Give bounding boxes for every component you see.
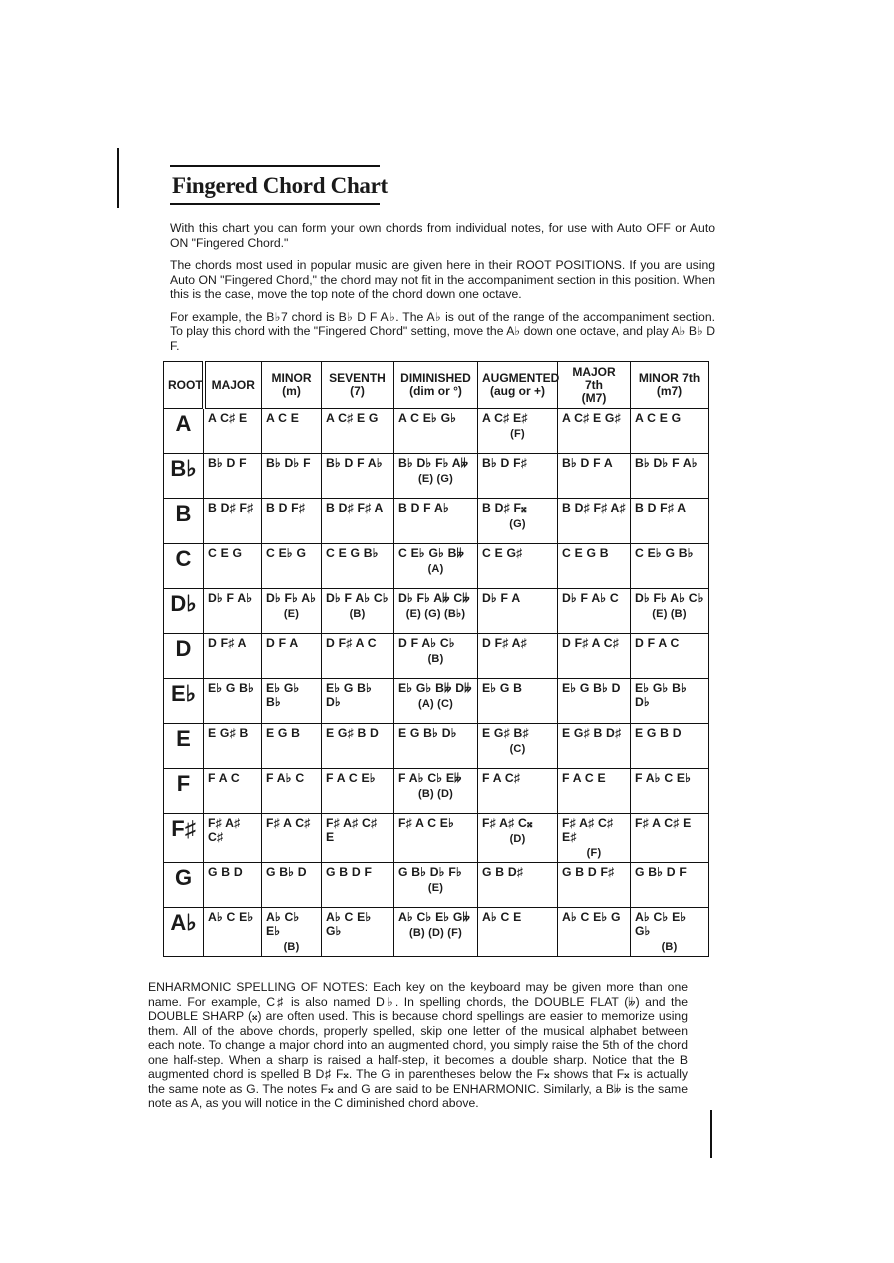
chord-notes: F A C E bbox=[562, 771, 606, 785]
chord-cell bbox=[394, 409, 478, 454]
chord-row bbox=[164, 908, 709, 957]
enharmonic-note: (B) bbox=[349, 608, 366, 620]
chord-cell bbox=[478, 544, 558, 589]
chord-cell bbox=[394, 863, 478, 908]
chord-cell bbox=[394, 499, 478, 544]
chord-cell bbox=[558, 499, 631, 544]
chord-notes: B D♯ F♯ A bbox=[326, 501, 384, 515]
chord-cell bbox=[322, 499, 394, 544]
chord-cell bbox=[478, 863, 558, 908]
chord-notes: C E G B♭ bbox=[326, 546, 379, 560]
chord-notes: G B D F bbox=[326, 865, 373, 879]
chord-notes: C E♭ G♭ B𝄫 bbox=[398, 546, 465, 560]
chord-notes: D♭ F A♭ bbox=[208, 591, 253, 605]
chord-notes: B D F A♭ bbox=[398, 501, 449, 515]
chord-notes: E G♯ B D♯ bbox=[562, 726, 622, 740]
chord-notes: A♭ C♭ E♭ G♭ bbox=[635, 910, 687, 938]
chord-row bbox=[164, 589, 709, 634]
chord-cell bbox=[204, 908, 262, 957]
chord-notes: D♭ F♭ A𝄫 C𝄫 bbox=[398, 591, 470, 605]
chord-notes: G B D♯ bbox=[482, 865, 524, 879]
chord-cell bbox=[262, 863, 322, 908]
chord-row bbox=[164, 499, 709, 544]
chord-notes: D F♯ A♯ bbox=[482, 636, 527, 650]
root-note-cell: G bbox=[164, 863, 204, 908]
chord-cell bbox=[394, 679, 478, 724]
chord-notes: E G♯ B D bbox=[326, 726, 380, 740]
chord-cell bbox=[558, 544, 631, 589]
chord-row bbox=[164, 544, 709, 589]
enharmonic-note: (B) (D) bbox=[418, 788, 453, 800]
chord-row bbox=[164, 679, 709, 724]
chord-cell bbox=[558, 863, 631, 908]
chord-cell bbox=[478, 724, 558, 769]
chord-notes: B♭ D♭ F bbox=[266, 456, 311, 470]
right-margin-mark bbox=[710, 1110, 712, 1158]
chord-notes: D♭ F A bbox=[482, 591, 521, 605]
chord-notes: E♭ G B♭ D♭ bbox=[326, 681, 373, 709]
chord-cell bbox=[322, 544, 394, 589]
chord-notes: D♭ F A♭ C bbox=[562, 591, 619, 605]
chord-notes: D♭ F♭ A♭ bbox=[266, 591, 317, 605]
enharmonic-note: (A) bbox=[427, 563, 444, 575]
root-note-cell: D♭ bbox=[164, 589, 204, 634]
page-title: Fingered Chord Chart bbox=[172, 173, 388, 198]
chord-notes: F A♭ C♭ E𝄫 bbox=[398, 771, 462, 785]
chord-cell bbox=[262, 769, 322, 814]
column-header-major bbox=[204, 362, 262, 409]
column-header-augmented bbox=[478, 362, 558, 409]
chord-notes: D F♯ A C♯ bbox=[562, 636, 620, 650]
chord-cell bbox=[631, 499, 709, 544]
chord-notes: F♯ A C♯ bbox=[266, 816, 311, 830]
root-note-cell: F bbox=[164, 769, 204, 814]
document-page bbox=[170, 165, 715, 361]
column-header-label: ROOT bbox=[168, 377, 203, 392]
chord-cell bbox=[631, 544, 709, 589]
chord-cell bbox=[478, 679, 558, 724]
chord-notes: D F♯ A bbox=[208, 636, 247, 650]
chord-cell bbox=[262, 724, 322, 769]
chord-notes: A C♯ E♯ bbox=[482, 411, 528, 425]
enharmonic-note: (E) bbox=[427, 882, 444, 894]
enharmonic-note: (B) bbox=[427, 653, 444, 665]
chord-notes: F A C E♭ bbox=[326, 771, 376, 785]
chord-cell bbox=[558, 454, 631, 499]
chord-cell bbox=[204, 409, 262, 454]
chord-notes: E G B♭ D♭ bbox=[398, 726, 457, 740]
chord-notes: F A♭ C E♭ bbox=[635, 771, 692, 785]
chord-notes: G B♭ D♭ F♭ bbox=[398, 865, 462, 879]
chord-cell bbox=[558, 814, 631, 863]
chord-notes: D♭ F♭ A♭ C♭ bbox=[635, 591, 704, 605]
chord-notes: E G B bbox=[266, 726, 301, 740]
chord-cell bbox=[394, 454, 478, 499]
chord-cell bbox=[478, 454, 558, 499]
root-note-cell: E♭ bbox=[164, 679, 204, 724]
chord-notes: E♭ G♭ B♭ bbox=[266, 681, 300, 709]
chord-row bbox=[164, 863, 709, 908]
root-note-cell: B♭ bbox=[164, 454, 204, 499]
chord-cell bbox=[631, 679, 709, 724]
chord-cell bbox=[478, 769, 558, 814]
chord-cell bbox=[204, 679, 262, 724]
chord-cell bbox=[204, 724, 262, 769]
chord-cell bbox=[322, 724, 394, 769]
chord-cell bbox=[631, 814, 709, 863]
chord-notes: B D♯ F𝄪 bbox=[482, 501, 527, 515]
root-note-cell: B bbox=[164, 499, 204, 544]
chord-cell bbox=[322, 589, 394, 634]
chord-notes: A C E G bbox=[635, 411, 682, 425]
chord-notes: D F♯ A C bbox=[326, 636, 377, 650]
chord-notes: F♯ A♯ C♯ E bbox=[326, 816, 378, 844]
chord-row bbox=[164, 409, 709, 454]
column-header-label: MINOR 7th bbox=[638, 371, 701, 385]
chord-notes: D F A C bbox=[635, 636, 680, 650]
enharmonic-note: (D) bbox=[509, 833, 526, 845]
enharmonic-note: (B) bbox=[661, 941, 678, 953]
chord-notes: C E♭ G B♭ bbox=[635, 546, 694, 560]
chord-notes: B D F♯ A bbox=[635, 501, 687, 515]
chord-cell bbox=[394, 634, 478, 679]
root-note-cell: E bbox=[164, 724, 204, 769]
chord-notes: B♭ D♭ F♭ A𝄫 bbox=[398, 456, 469, 470]
chord-notes: B D♯ F♯ A♯ bbox=[562, 501, 626, 515]
chord-cell bbox=[204, 454, 262, 499]
chord-notes: B♭ D F bbox=[208, 456, 247, 470]
chord-notes: A♭ C E♭ bbox=[208, 910, 254, 924]
chord-notes: B D♯ F♯ bbox=[208, 501, 254, 515]
title-rule-top bbox=[170, 165, 380, 167]
chord-cell bbox=[204, 769, 262, 814]
chord-notes: E♭ G B♭ D bbox=[562, 681, 621, 695]
chord-cell bbox=[558, 589, 631, 634]
column-header-abbrev: (dim or °) bbox=[409, 384, 462, 398]
chord-cell bbox=[322, 679, 394, 724]
chord-cell bbox=[394, 908, 478, 957]
chord-cell bbox=[394, 769, 478, 814]
chord-cell bbox=[631, 769, 709, 814]
chord-cell bbox=[204, 814, 262, 863]
column-header-minor bbox=[262, 362, 322, 409]
chord-cell bbox=[262, 544, 322, 589]
chord-notes: B♭ D♭ F A♭ bbox=[635, 456, 698, 470]
chord-notes: A♭ C♭ E♭ G𝄫 bbox=[398, 910, 471, 924]
chord-row bbox=[164, 769, 709, 814]
chord-cell bbox=[558, 679, 631, 724]
column-header-label: MAJOR 7th bbox=[572, 364, 616, 392]
chord-cell bbox=[478, 499, 558, 544]
chord-cell bbox=[394, 814, 478, 863]
chord-notes: B♭ D F A bbox=[562, 456, 613, 470]
chord-notes: A♭ C E bbox=[482, 910, 522, 924]
column-header-label: SEVENTH bbox=[329, 371, 386, 385]
chord-cell bbox=[262, 454, 322, 499]
chord-notes: B D F♯ bbox=[266, 501, 306, 515]
chord-notes: E G♯ B bbox=[208, 726, 249, 740]
chord-cell bbox=[394, 724, 478, 769]
chord-cell bbox=[322, 814, 394, 863]
chord-notes: E G B D bbox=[635, 726, 682, 740]
chord-notes: F♯ A C♯ E bbox=[635, 816, 692, 830]
root-note-cell: D bbox=[164, 634, 204, 679]
chord-cell bbox=[204, 499, 262, 544]
enharmonic-note: (E) (B) bbox=[652, 608, 687, 620]
chord-notes: F A♭ C bbox=[266, 771, 305, 785]
chord-cell bbox=[558, 409, 631, 454]
chord-notes: A C♯ E G♯ bbox=[562, 411, 621, 425]
column-header-abbrev: (7) bbox=[350, 384, 365, 398]
chord-notes: E♭ G♭ B𝄫 D𝄫 bbox=[398, 681, 472, 695]
column-header-abbrev: (m7) bbox=[656, 384, 683, 398]
column-header-label: MAJOR bbox=[211, 377, 255, 392]
chord-cell bbox=[478, 908, 558, 957]
column-header-major-7th bbox=[558, 362, 631, 409]
chord-notes: A C E bbox=[266, 411, 300, 425]
chord-notes: F♯ A♯ C𝄪 bbox=[482, 816, 533, 830]
title-rule-bottom bbox=[170, 203, 380, 205]
chord-notes: C E G B bbox=[562, 546, 609, 560]
chord-notes: E♭ G B bbox=[482, 681, 523, 695]
chord-notes: G B D F♯ bbox=[562, 865, 615, 879]
chord-cell bbox=[262, 814, 322, 863]
enharmonic-note: (F) bbox=[510, 428, 525, 440]
chord-cell bbox=[262, 679, 322, 724]
chord-notes: F A C♯ bbox=[482, 771, 521, 785]
chord-row bbox=[164, 454, 709, 499]
enharmonic-note: (E) (G) (B♭) bbox=[405, 608, 466, 620]
chord-cell bbox=[262, 634, 322, 679]
chord-cell bbox=[322, 454, 394, 499]
enharmonic-note: (G) bbox=[509, 518, 526, 530]
root-note-cell: C bbox=[164, 544, 204, 589]
enharmonic-note-paragraph: ENHARMONIC SPELLING OF NOTES: Each key on the keyboard may be given more than one name. For example, C♯ is also named D♭. In spelling chords, the DOUBLE FLAT (𝄫) and the DOUBLE SHARP (𝄪) are often used. This is because chord spellings are easier to memorize using them. All of the above chords, properly spelled, skip one letter of the musical alphabet between each note. To change a major chord into an augmented chord, you simply raise the 5th of the chord one half-step. When a sharp is raised a half-step, it becomes a double sharp. Notice that the B augmented chord is spelled B D♯ F𝄪. The G in parentheses below the F𝄪 shows that F𝄪 is actually the same note as G. The notes F𝄪 and G are said to be ENHARMONIC. Similarly, a B𝄫 is the same note as A, as you will notice in the C diminished chord above. bbox=[148, 980, 688, 1110]
chord-notes: F♯ A♯ C♯ bbox=[208, 816, 241, 844]
enharmonic-note: (A) (C) bbox=[418, 698, 453, 710]
chord-cell bbox=[262, 908, 322, 957]
chord-notes: C E♭ G bbox=[266, 546, 307, 560]
chord-cell bbox=[558, 908, 631, 957]
chord-cell bbox=[204, 634, 262, 679]
column-header-abbrev: (M7) bbox=[581, 390, 607, 405]
chord-notes: E G♯ B♯ bbox=[482, 726, 529, 740]
column-header-abbrev: (m) bbox=[282, 384, 301, 398]
chord-cell bbox=[631, 908, 709, 957]
enharmonic-note: (B) bbox=[283, 941, 300, 953]
chord-notes: F♯ A♯ C♯ E♯ bbox=[562, 816, 614, 844]
intro-paragraph-2: The chords most used in popular music are given here in their ROOT POSITIONS. If you are using Auto ON "Fingered Chord," the chord may not fit in the accompaniment section in this position. When this is the case, move the top note of the chord down one octave. bbox=[170, 258, 715, 301]
chord-notes: A♭ C E♭ G bbox=[562, 910, 621, 924]
chord-notes: A C♯ E bbox=[208, 411, 248, 425]
chord-cell bbox=[204, 863, 262, 908]
chord-notes: B♭ D F A♭ bbox=[326, 456, 383, 470]
column-header-minor-7th bbox=[631, 362, 709, 409]
chord-cell bbox=[631, 724, 709, 769]
chord-notes: A♭ C♭ E♭ bbox=[266, 910, 300, 938]
chord-notes: E♭ G♭ B♭ D♭ bbox=[635, 681, 688, 709]
chord-notes: D F A bbox=[266, 636, 299, 650]
chord-cell bbox=[631, 454, 709, 499]
column-header-diminished bbox=[394, 362, 478, 409]
chord-cell bbox=[631, 409, 709, 454]
column-header-seventh bbox=[322, 362, 394, 409]
chord-notes: E♭ G B♭ bbox=[208, 681, 255, 695]
chord-row bbox=[164, 634, 709, 679]
chord-notes: D F A♭ C♭ bbox=[398, 636, 455, 650]
chord-cell bbox=[558, 724, 631, 769]
intro-paragraph-1: With this chart you can form your own chords from individual notes, for use with Auto OFF or Auto ON "Fingered Chord." bbox=[170, 221, 715, 250]
chord-notes: G B♭ D F bbox=[635, 865, 688, 879]
column-header-label: AUGMENTED bbox=[482, 371, 560, 385]
chord-notes: D♭ F A♭ C♭ bbox=[326, 591, 389, 605]
chord-cell bbox=[631, 634, 709, 679]
enharmonic-note: (E) bbox=[283, 608, 300, 620]
chord-notes: G B♭ D bbox=[266, 865, 307, 879]
chord-notes: C E G bbox=[208, 546, 243, 560]
column-header-label: MINOR bbox=[271, 371, 312, 385]
chord-cell bbox=[478, 409, 558, 454]
chord-notes: A♭ C E♭ G♭ bbox=[326, 910, 372, 938]
chord-cell bbox=[394, 589, 478, 634]
chord-notes: F A C bbox=[208, 771, 240, 785]
chord-notes: G B D bbox=[208, 865, 243, 879]
chord-notes: F♯ A C E♭ bbox=[398, 816, 455, 830]
enharmonic-note: (B) (D) (F) bbox=[409, 927, 462, 939]
chord-cell bbox=[558, 634, 631, 679]
chord-cell bbox=[262, 589, 322, 634]
chord-cell bbox=[204, 544, 262, 589]
enharmonic-note: (E) (G) bbox=[417, 473, 453, 485]
enharmonic-note: (F) bbox=[586, 847, 602, 859]
root-note-cell: F♯ bbox=[164, 814, 204, 863]
chord-chart-table bbox=[163, 361, 709, 957]
chord-notes: C E G♯ bbox=[482, 546, 523, 560]
chord-cell bbox=[262, 409, 322, 454]
chord-cell bbox=[204, 589, 262, 634]
chord-cell bbox=[394, 544, 478, 589]
root-note-cell: A♭ bbox=[164, 908, 204, 957]
chord-row bbox=[164, 814, 709, 863]
left-margin-mark bbox=[117, 148, 119, 208]
chord-cell bbox=[478, 589, 558, 634]
chord-cell bbox=[322, 863, 394, 908]
chord-notes: B♭ D F♯ bbox=[482, 456, 528, 470]
chart-header-row bbox=[164, 362, 709, 409]
chord-cell bbox=[631, 589, 709, 634]
chord-cell bbox=[631, 863, 709, 908]
chord-cell bbox=[322, 634, 394, 679]
enharmonic-note: (C) bbox=[509, 743, 526, 755]
chord-cell bbox=[478, 814, 558, 863]
root-note-cell: A bbox=[164, 409, 204, 454]
column-header-root bbox=[164, 362, 204, 409]
chord-notes: A C♯ E G bbox=[326, 411, 379, 425]
chord-row bbox=[164, 724, 709, 769]
chord-cell bbox=[478, 634, 558, 679]
chord-notes: A C E♭ G♭ bbox=[398, 411, 457, 425]
chord-cell bbox=[262, 499, 322, 544]
chord-cell bbox=[322, 409, 394, 454]
chart-body bbox=[164, 409, 709, 957]
chord-cell bbox=[322, 769, 394, 814]
chord-cell bbox=[322, 908, 394, 957]
column-header-abbrev: (aug or +) bbox=[489, 384, 545, 398]
chord-cell bbox=[558, 769, 631, 814]
intro-paragraph-3: For example, the B♭7 chord is B♭ D F A♭. The A♭ is out of the range of the accompaniment section. To play this chord with the "Fingered Chord" setting, move the A♭ down one octave, and play A♭ B♭ D F. bbox=[170, 309, 715, 353]
column-header-label: DIMINISHED bbox=[400, 371, 471, 385]
